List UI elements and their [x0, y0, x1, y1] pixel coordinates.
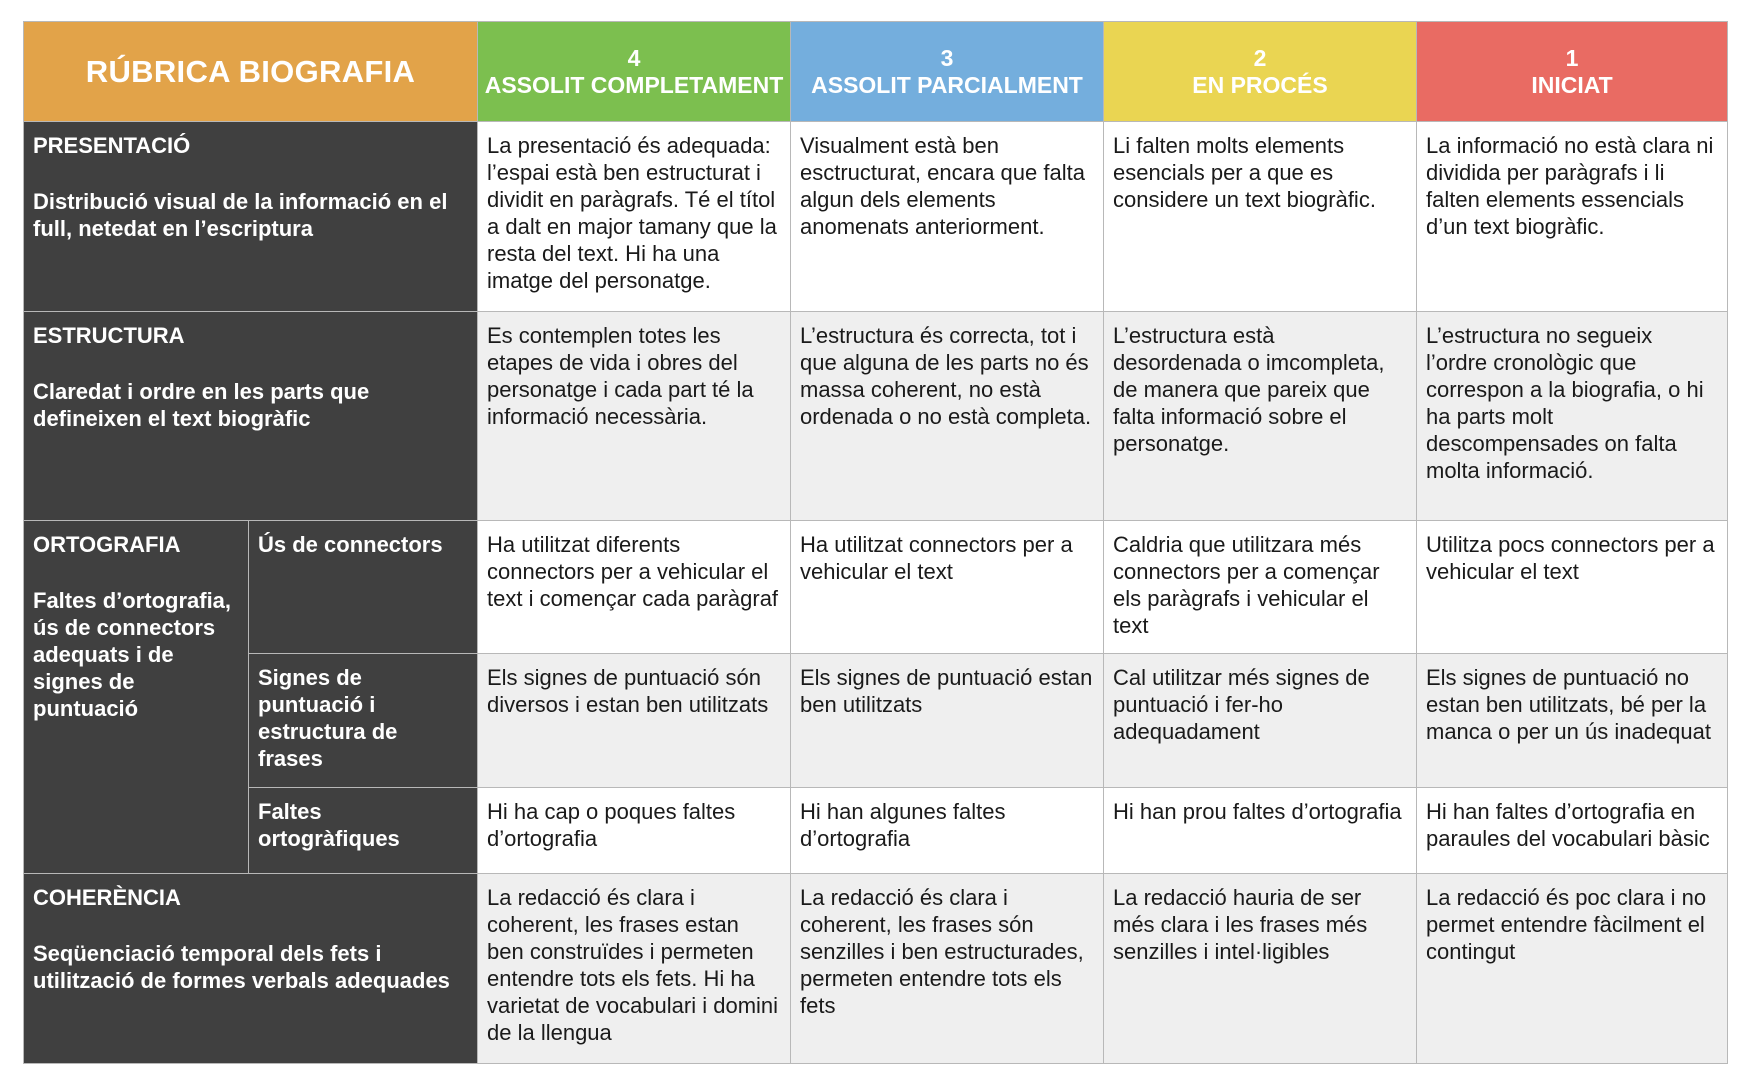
criterion-row-presentacio [24, 122, 1728, 312]
level-number: 3 [940, 44, 954, 71]
descriptor-cell: La redacció és clara i coherent, les frases són senzilles i ben estructurades, permeten entendre tots els fets [791, 874, 1104, 1064]
criterion-name: ESTRUCTURA [33, 323, 185, 348]
criterion-name: COHERÈNCIA [33, 885, 181, 910]
level-header-1 [1417, 22, 1728, 122]
level-label: ASSOLIT PARCIALMENT [811, 71, 1083, 98]
criterion-row-ortografia-puntuacio [24, 654, 1728, 788]
descriptor-cell: Hi han faltes d’ortografia en paraules del vocabulari bàsic [1417, 788, 1728, 874]
criterion-description: Faltes d’ortografia, ús de connectors adequats i de signes de puntuació [33, 588, 232, 721]
descriptor-cell: Li falten molts elements esencials per a que es considere un text biogràfic. [1104, 122, 1417, 312]
criterion-coherencia [24, 874, 478, 1064]
rubric-table [23, 21, 1728, 1064]
criterion-name: PRESENTACIÓ [33, 133, 191, 158]
descriptor-cell: Els signes de puntuació són diversos i estan ben utilitzats [478, 654, 791, 788]
criterion-description: Distribució visual de la informació en el full, netedat en l’escriptura [33, 189, 448, 241]
descriptor-cell: La redacció és poc clara i no permet entendre fàcilment el contingut [1417, 874, 1728, 1064]
descriptor-cell: Hi han algunes faltes d’ortografia [791, 788, 1104, 874]
criterion-row-ortografia-connectors [24, 521, 1728, 654]
level-header-4 [478, 22, 791, 122]
descriptor-cell: Ha utilitzat connectors per a vehicular el text [791, 521, 1104, 654]
descriptor-cell: L’estructura no segueix l’ordre cronològic que correspon a la biografia, o hi ha parts molt descompensades on falta molta informació. [1417, 312, 1728, 521]
criterion-row-estructura [24, 312, 1728, 521]
descriptor-cell: La redacció és clara i coherent, les frases estan ben construïdes i permeten entendre tots els fets. Hi ha varietat de vocabulari i domini de la llengua [478, 874, 791, 1064]
descriptor-cell: Hi ha cap o poques faltes d’ortografia [478, 788, 791, 874]
criterion-description: Seqüenciació temporal dels fets i utilització de formes verbals adequades [33, 941, 450, 993]
subcriterion-name: Ús de connectors [249, 521, 478, 654]
descriptor-cell: Visualment està ben esctructurat, encara que falta algun dels elements anomenats anteriorment. [791, 122, 1104, 312]
descriptor-cell: Ha utilitzat diferents connectors per a vehicular el text i començar cada paràgraf [478, 521, 791, 654]
level-number: 1 [1565, 44, 1579, 71]
criterion-estructura [24, 312, 478, 521]
header-row [24, 22, 1728, 122]
descriptor-cell: Es contemplen totes les etapes de vida i obres del personatge i cada part té la informació necessària. [478, 312, 791, 521]
criterion-description: Claredat i ordre en les parts que defineixen el text biogràfic [33, 379, 370, 431]
level-header-2 [1104, 22, 1417, 122]
descriptor-cell: Caldria que utilitzara més connectors per a començar els paràgrafs i vehicular el text [1104, 521, 1417, 654]
criterion-row-coherencia [24, 874, 1728, 1064]
criterion-name: ORTOGRAFIA [33, 532, 181, 557]
descriptor-cell: La presentació és adequada: l’espai està ben estructurat i dividit en paràgrafs. Té el títol a dalt en major tamany que la resta del text. Hi ha una imatge del personatge. [478, 122, 791, 312]
rubric-title: RÚBRICA BIOGRAFIA [24, 22, 478, 122]
level-label: EN PROCÉS [1192, 71, 1328, 98]
level-header-3 [791, 22, 1104, 122]
level-number: 4 [627, 44, 641, 71]
descriptor-cell: L’estructura és correcta, tot i que alguna de les parts no és massa coherent, no està ordenada o no està completa. [791, 312, 1104, 521]
subcriterion-name: Signes de puntuació i estructura de frases [249, 654, 478, 788]
descriptor-cell: L’estructura està desordenada o imcompleta, de manera que pareix que falta informació sobre el personatge. [1104, 312, 1417, 521]
descriptor-cell: Cal utilitzar més signes de puntuació i fer-ho adequadament [1104, 654, 1417, 788]
descriptor-cell: Utilitza pocs connectors per a vehicular el text [1417, 521, 1728, 654]
descriptor-cell: Hi han prou faltes d’ortografia [1104, 788, 1417, 874]
criterion-presentacio [24, 122, 478, 312]
level-label: ASSOLIT COMPLETAMENT [484, 71, 784, 98]
criterion-ortografia [24, 521, 249, 874]
subcriterion-name: Faltes ortogràfiques [249, 788, 478, 874]
descriptor-cell: La redacció hauria de ser més clara i les frases més senzilles i intel·ligibles [1104, 874, 1417, 1064]
descriptor-cell: Els signes de puntuació estan ben utilitzats [791, 654, 1104, 788]
descriptor-cell: La informació no està clara ni dividida per paràgrafs i li falten elements essencials d’un text biogràfic. [1417, 122, 1728, 312]
level-label: INICIAT [1531, 71, 1613, 98]
level-number: 2 [1253, 44, 1267, 71]
criterion-row-ortografia-faltes [24, 788, 1728, 874]
descriptor-cell: Els signes de puntuació no estan ben utilitzats, bé per la manca o per un ús inadequat [1417, 654, 1728, 788]
